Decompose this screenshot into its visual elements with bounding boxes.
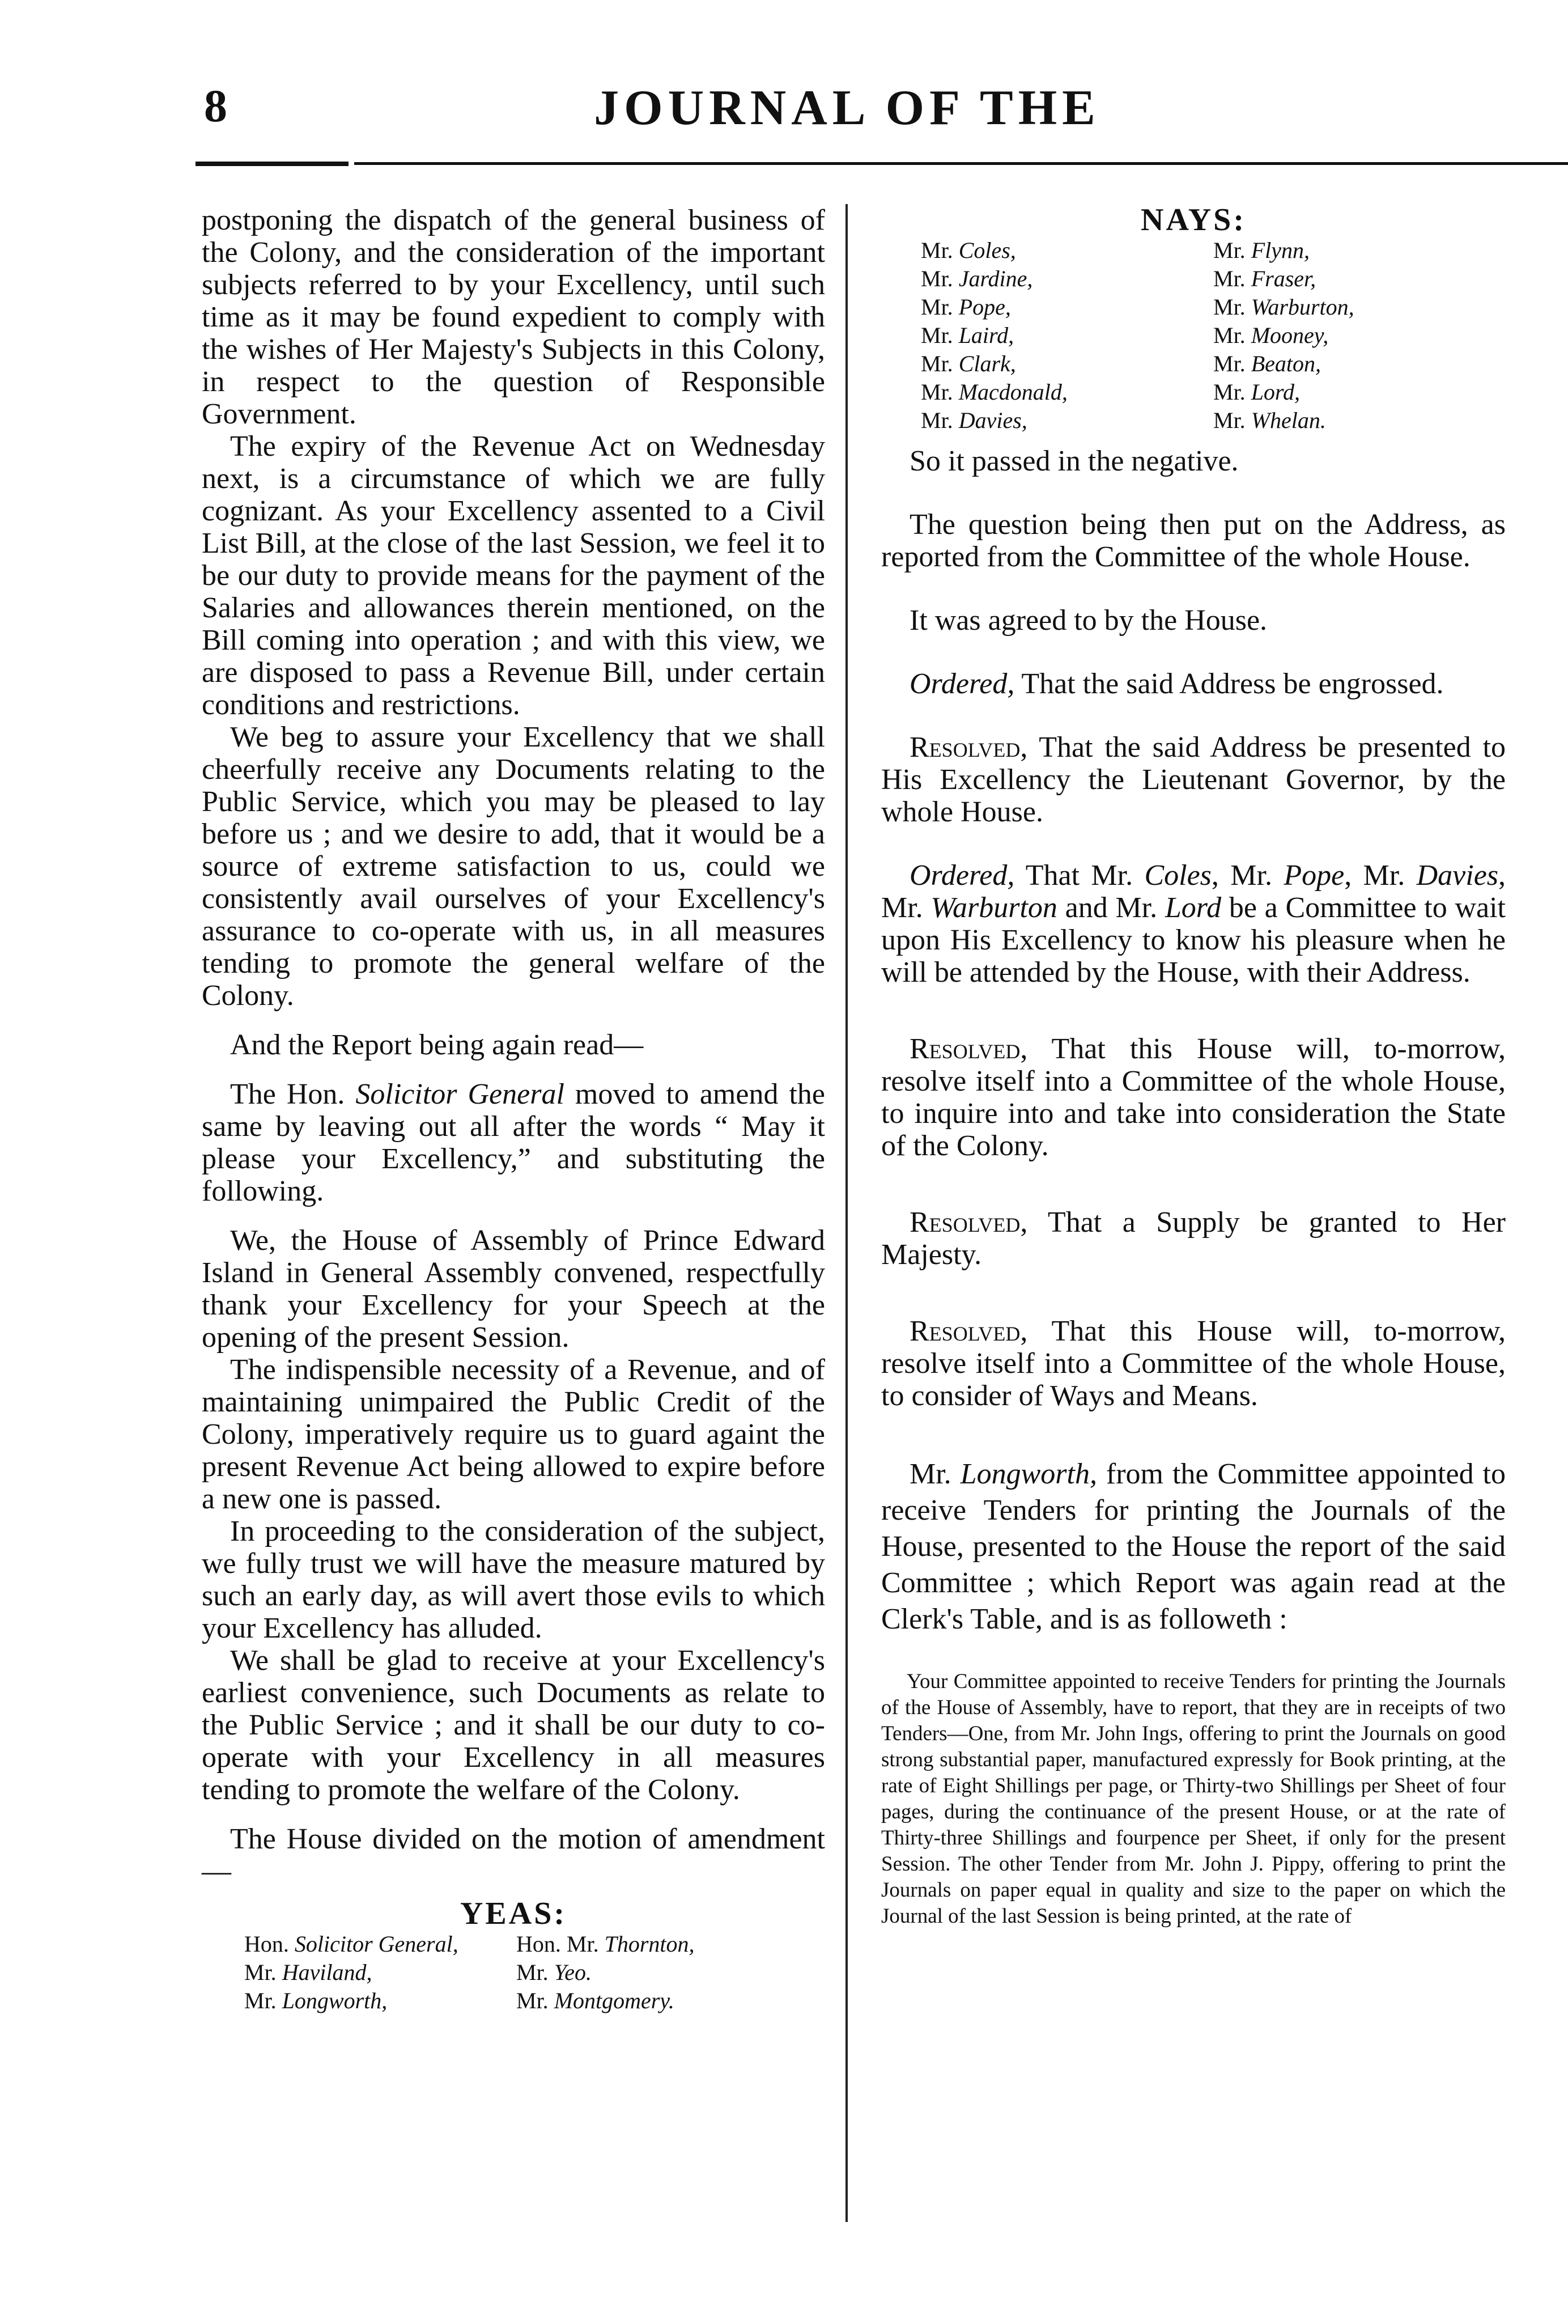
nay-member: Mr. Clark,	[921, 351, 1016, 376]
paragraph-house-divided: The House divided on the motion of amendment—	[202, 1823, 825, 1888]
nays-heading: NAYS:	[1141, 202, 1246, 238]
header-rule-left	[196, 162, 349, 166]
nay-member: Mr. Laird,	[921, 323, 1014, 348]
paragraph-amendment-motion: The Hon. Solicitor General moved to amend the same by leaving out all after the words “ May it please your Excellency,” and substituting the following.	[202, 1078, 825, 1207]
paragraph-glad-to-receive: We shall be glad to receive at your Excellency's earliest convenience, such Documents as relate to the Public Service ; and it shall be our duty to co-operate with your Excellency in all measures tending to promote the welfare of the Colony.	[202, 1644, 825, 1806]
resolved-supply: Resolved, That a Supply be granted to Her Majesty.	[881, 1206, 1506, 1271]
yeas-heading: YEAS:	[460, 1896, 567, 1931]
resolved-presented: Resolved, That the said Address be presented to His Excellency the Lieutenant Governor, by the whole House.	[881, 731, 1506, 828]
yea-member: Hon. Solicitor General,	[244, 1931, 458, 1957]
yea-member: Mr. Haviland,	[244, 1960, 372, 1985]
longworth-report: Mr. Longworth, from the Committee appointed to receive Tenders for printing the Journals of the House, presented to the House the report of the said Committee ; which Report was again read at the Clerk's Table, and is as followeth :	[881, 1458, 1506, 1635]
right-column	[881, 204, 1506, 1929]
nay-member: Mr. Pope,	[921, 294, 1011, 320]
committee-report-text: Your Committee appointed to receive Tenders for printing the Journals of the House of Assembly, have to report, that they are in receipts of two Tenders—One, from Mr. John Ings, offering to print the Journals on good strong substantial paper, manufactured expressly for Book printing, at the rate of Eight Shillings per page, or Thirty-two Shillings per Sheet of four pages, during the continuance of the present House, or at the rate of Thirty-three Shillings and fourpence per Sheet, if only for the present Session. The other Tender from Mr. John J. Pippy, offering to print the Journals on paper equal in quality and size to the paper on which the Journal of the last Session is being printed, at the rate of	[881, 1670, 1506, 1928]
nay-member: Mr. Fraser,	[1213, 266, 1316, 291]
left-column	[202, 204, 825, 2015]
nay-member: Mr. Warburton,	[1213, 294, 1354, 320]
ordered-committee: Ordered, That Mr. Coles, Mr. Pope, Mr. Davies, Mr. Warburton and Mr. Lord be a Committee to wait upon His Excellency to know his pleasure when he will be attended by the House, with their Address.	[881, 859, 1506, 989]
nay-member: Mr. Davies,	[921, 408, 1027, 433]
paragraph-revenue-act: The expiry of the Revenue Act on Wednesday next, is a circumstance of which we are fully cognizant. As your Excellency assented to a Civil List Bill, at the close of the last Session, we feel it to be our duty to provide means for the payment of the Salaries and allowances therein mentioned, on the Bill coming into operation ; and with this view, we are disposed to pass a Revenue Bill, under certain conditions and restrictions.	[202, 430, 825, 721]
agreed-by-house: It was agreed to by the House.	[910, 604, 1268, 637]
passed-negative: So it passed in the negative.	[910, 445, 1239, 477]
page-number: 8	[204, 80, 227, 132]
nay-member: Mr. Macdonald,	[921, 379, 1068, 405]
nay-member: Mr. Beaton,	[1213, 351, 1321, 376]
header-rule-right	[354, 162, 1568, 165]
paragraph-report-read: And the Report being again read—	[230, 1029, 644, 1061]
nay-member: Mr. Jardine,	[921, 266, 1033, 291]
page-header	[193, 79, 1502, 142]
nay-member: Mr. Coles,	[921, 238, 1016, 263]
resolved-state-of-colony: Resolved, That this House will, to-morrow, resolve itself into a Committee of the whole House, to inquire into and take into consideration the State of the Colony.	[881, 1033, 1506, 1162]
yea-member: Mr. Yeo.	[516, 1960, 592, 1985]
ordered-engrossed: Ordered, That the said Address be engrossed.	[910, 668, 1444, 700]
yeas-list	[202, 1930, 825, 2015]
question-address: The question being then put on the Address, as reported from the Committee of the whole House.	[881, 508, 1506, 573]
yea-member: Hon. Mr. Thornton,	[516, 1931, 695, 1957]
nay-member: Mr. Whelan.	[1213, 408, 1326, 433]
nay-member: Mr. Lord,	[1213, 379, 1301, 405]
yea-member: Mr. Longworth,	[244, 1988, 388, 2013]
paragraph-proceeding: In proceeding to the consideration of the subject, we fully trust we will have the measure matured by such an early day, as will avert those evils to which your Excellency has alluded.	[202, 1515, 825, 1644]
paragraph-documents: We beg to assure your Excellency that we shall cheerfully receive any Documents relating to the Public Service, which you may be pleased to lay before us ; and we desire to add, that it would be a source of extreme satisfaction to us, could we consistently avail ourselves of your Excellency's assurance to co-operate with us, in all measures tending to promote the general welfare of the Colony.	[202, 721, 825, 1012]
paragraph-responsible-government: postponing the dispatch of the general business of the Colony, and the consideration of the important subjects referred to by your Excellency, until such time as it may be found expedient to comply with the wishes of Her Majesty's Subjects in this Colony, in respect to the question of Responsible Government.	[202, 204, 825, 430]
nay-member: Mr. Flynn,	[1213, 238, 1310, 263]
running-title: JOURNAL OF THE	[594, 80, 1100, 135]
paragraph-thanks: We, the House of Assembly of Prince Edward Island in General Assembly convened, respectfully thank your Excellency for your Speech at the opening of the present Session.	[202, 1224, 825, 1354]
nay-member: Mr. Mooney,	[1213, 323, 1329, 348]
paragraph-revenue-necessity: The indispensible necessity of a Revenue, and of maintaining unimpaired the Public Credit of the Colony, imperatively require us to guard againt the present Revenue Act being allowed to expire before a new one is passed.	[202, 1354, 825, 1515]
nays-list	[881, 236, 1506, 435]
yea-member: Mr. Montgomery.	[516, 1988, 674, 2013]
column-divider	[845, 204, 848, 2222]
resolved-ways-and-means: Resolved, That this House will, to-morrow, resolve itself into a Committee of the whole House, to consider of Ways and Means.	[881, 1315, 1506, 1412]
